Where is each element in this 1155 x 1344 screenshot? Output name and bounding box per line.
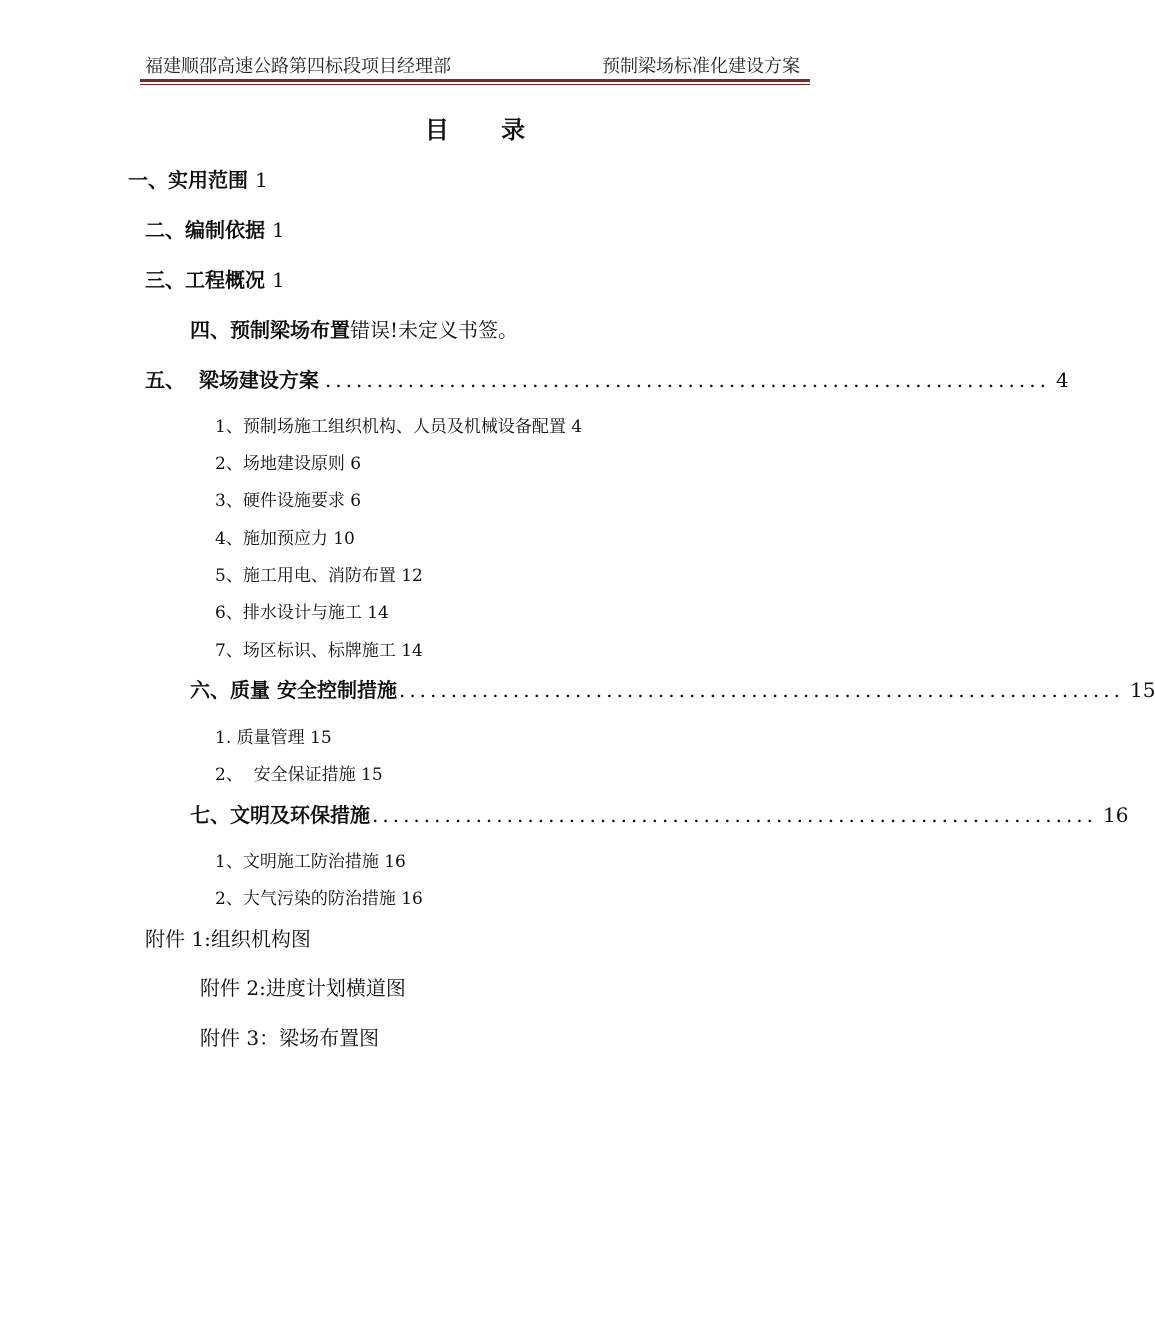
header-right-text: 预制梁场标准化建设方案 (602, 56, 800, 77)
toc-subentry-s6-2[interactable]: 2、 安全保证措施 15 (215, 765, 383, 785)
page-title: 目 录 (424, 115, 548, 144)
toc-entry-error-note: 错误!未定义书签。 (350, 318, 519, 342)
toc-entry-s2[interactable] (145, 214, 285, 243)
toc-entry-page: 16 (1103, 803, 1129, 827)
toc-subentry-s5-1[interactable]: 1、预制场施工组织机构、人员及机械设备配置 4 (215, 417, 583, 437)
toc-entry-page: 1 (254, 168, 268, 192)
header-left-text: 福建顺邵高速公路第四标段项目经理部 (145, 56, 451, 77)
toc-entry-label: 六、质量 安全控制措施 (190, 678, 397, 702)
toc-subentry-s7-2[interactable]: 2、大气污染的防治措施 16 (215, 889, 423, 909)
toc-entry-label: 三、工程概况 (145, 268, 265, 292)
toc-entry-s1[interactable] (128, 164, 268, 193)
toc-entry-s6[interactable] (190, 674, 1155, 703)
attachment-3: 附件 3：梁场布置图 (200, 1026, 380, 1050)
toc-subentry-s5-7[interactable]: 7、场区标识、标牌施工 14 (215, 641, 423, 661)
toc-entry-s7[interactable] (190, 799, 1129, 828)
toc-entry-s5[interactable] (145, 364, 1069, 393)
toc-subentry-s5-3[interactable]: 3、硬件设施要求 6 (215, 491, 362, 511)
toc-entry-s3[interactable] (145, 264, 285, 293)
toc-leader-dots: ...................................................................... (372, 803, 1098, 827)
toc-entry-page: 1 (271, 218, 285, 242)
toc-leader-dots: ...................................................................... (398, 678, 1124, 702)
toc-entry-label: 四、预制梁场布置 (190, 318, 350, 342)
toc-subentry-s7-1[interactable]: 1、文明施工防治措施 16 (215, 852, 406, 872)
toc-entry-label: 二、编制依据 (145, 218, 265, 242)
toc-entry-s4[interactable] (190, 314, 518, 343)
toc-subentry-s6-1[interactable]: 1. 质量管理 15 (215, 728, 332, 748)
toc-leader-dots: ...................................................................... (324, 368, 1050, 392)
toc-subentry-s5-6[interactable]: 6、排水设计与施工 14 (215, 603, 389, 623)
toc-entry-page: 4 (1055, 368, 1069, 392)
toc-entry-label: 一、实用范围 (128, 168, 248, 192)
toc-subentry-s5-5[interactable]: 5、施工用电、消防布置 12 (215, 566, 423, 586)
toc-subentry-s5-2[interactable]: 2、场地建设原则 6 (215, 454, 362, 474)
toc-entry-label: 五、 梁场建设方案 (145, 368, 319, 392)
toc-subentry-s5-4[interactable]: 4、施加预应力 10 (215, 529, 355, 549)
toc-entry-page: 15 (1130, 678, 1155, 702)
toc-entry-label: 七、文明及环保措施 (190, 803, 370, 827)
attachment-2: 附件 2:进度计划横道图 (200, 976, 406, 1000)
header-rule-thick (140, 79, 810, 82)
header-rule-thin (140, 84, 810, 85)
toc-entry-page: 1 (271, 268, 285, 292)
attachment-1: 附件 1:组织机构图 (145, 927, 311, 951)
